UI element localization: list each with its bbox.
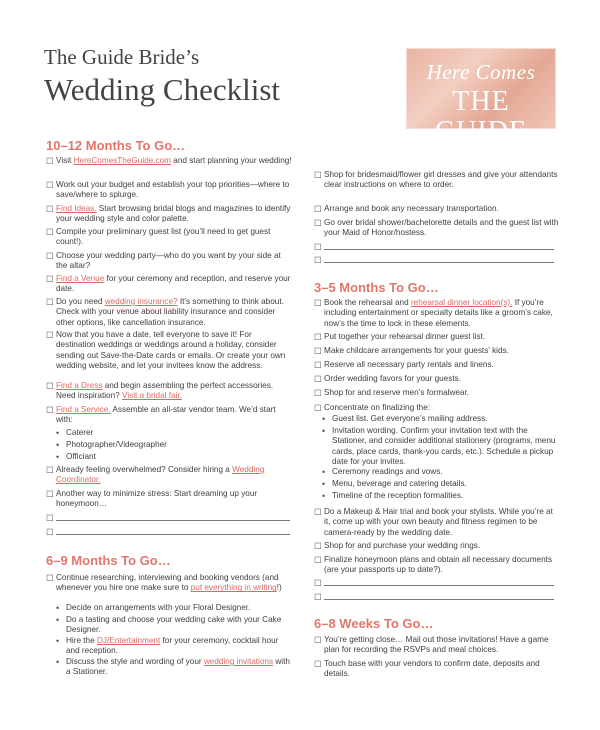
logo-script-text: Here Comes xyxy=(426,60,536,84)
sub-item-text: Invitation wording. Confirm your invitation text with the Stationer, and consider additional stationery (programs, menu cards, place cards, thank-you cards, etc.). Schedule a pickup date for your invites. xyxy=(332,426,556,466)
checkbox-icon[interactable]: ☐ xyxy=(314,388,322,398)
sub-item-text: Decide on arrangements with your Floral Designer. xyxy=(66,603,251,612)
blank-checklist-item[interactable] xyxy=(314,578,554,588)
checklist-item[interactable] xyxy=(314,635,560,656)
sub-item-text: Guest list. Get everyone’s mailing address. xyxy=(332,414,488,423)
checkbox-icon[interactable]: ☐ xyxy=(314,332,322,342)
checklist-item[interactable] xyxy=(46,156,292,166)
sub-item-text: Ceremony readings and vows. xyxy=(332,467,443,476)
checkbox-icon[interactable]: ☐ xyxy=(46,573,54,583)
checkbox-icon[interactable]: ☐ xyxy=(314,635,322,645)
checklist-item[interactable] xyxy=(314,360,560,370)
item-text: Do you need xyxy=(56,297,105,306)
sub-item-text: Caterer xyxy=(66,428,94,437)
item-text: It’s something to think about. Check with your venue about liability insurance and consider other options, like cancellation insurance. xyxy=(56,297,284,327)
bullet-icon: • xyxy=(56,603,60,613)
item-text: and start planning your wedding! xyxy=(171,156,292,165)
page-title-line1: The Guide Bride’s xyxy=(44,45,200,69)
link-find-ideas[interactable]: Find Ideas. xyxy=(56,204,97,213)
sub-item xyxy=(56,440,286,450)
item-text: Work out your budget and establish your top priorities—where to save/where to splurge. xyxy=(56,180,290,200)
sub-item-text: Officiant xyxy=(66,452,96,461)
link-find-dress[interactable]: Find a Dress xyxy=(56,381,103,390)
checkbox-icon[interactable]: ☐ xyxy=(314,255,322,265)
checkbox-icon[interactable]: ☐ xyxy=(46,297,54,307)
link-wedding-coordinator[interactable]: Wedding Coordinator. xyxy=(56,465,265,485)
checkbox-icon[interactable]: ☐ xyxy=(46,180,54,190)
item-text: Shop for bridesmaid/flower girl dresses and give your attendants clear instructions on where to order. xyxy=(324,170,558,190)
blank-checklist-item[interactable] xyxy=(314,255,554,265)
bullet-icon: • xyxy=(322,426,326,436)
item-text: Visit xyxy=(56,156,74,165)
checkbox-icon[interactable]: ☐ xyxy=(46,527,54,537)
item-text: Concentrate on finalizing the: xyxy=(324,403,431,412)
item-text: Shop for and reserve men’s formalwear. xyxy=(324,388,470,397)
bullet-icon: • xyxy=(56,636,60,646)
checklist-item[interactable] xyxy=(46,204,292,225)
item-text: Order wedding favors for your guests. xyxy=(324,374,461,383)
blank-line[interactable] xyxy=(324,242,554,250)
checkbox-icon[interactable]: ☐ xyxy=(46,330,54,340)
checklist-item[interactable] xyxy=(314,374,560,384)
bullet-icon: • xyxy=(56,615,60,625)
sub-item xyxy=(322,467,558,477)
checkbox-icon[interactable]: ☐ xyxy=(46,251,54,261)
blank-line[interactable] xyxy=(324,578,554,586)
checklist-item[interactable] xyxy=(46,489,292,510)
checklist-item[interactable] xyxy=(314,403,560,413)
link-wedding-invitations[interactable]: wedding invitations xyxy=(203,657,274,666)
blank-checklist-item[interactable] xyxy=(46,527,290,537)
checklist-item[interactable] xyxy=(46,227,292,248)
checkbox-icon[interactable]: ☐ xyxy=(314,170,322,180)
item-text: Go over bridal shower/bachelorette details and the guest list with your Maid of Honor/hostess. xyxy=(324,218,559,238)
checklist-item[interactable] xyxy=(46,405,292,426)
checkbox-icon[interactable]: ☐ xyxy=(314,374,322,384)
sub-item xyxy=(56,615,292,636)
sub-item-text: with a Stationer. xyxy=(66,657,290,677)
blank-line[interactable] xyxy=(324,255,554,263)
item-text: Choose your wedding party—who do you want by your side at the altar? xyxy=(56,251,281,271)
sub-item xyxy=(56,603,292,613)
sub-item-text: Hire the xyxy=(66,636,97,645)
checkbox-icon[interactable]: ☐ xyxy=(314,218,322,228)
item-text: for your ceremony and reception, and reserve your date. xyxy=(56,274,291,294)
bullet-icon: • xyxy=(56,440,60,450)
blank-line[interactable] xyxy=(324,592,554,600)
sub-item xyxy=(56,428,286,438)
link-bridal-fair[interactable]: Visit a bridal fair. xyxy=(122,391,182,401)
checklist-item[interactable] xyxy=(314,388,560,398)
bullet-icon: • xyxy=(322,467,326,477)
title-block xyxy=(44,44,280,108)
checkbox-icon[interactable]: ☐ xyxy=(314,298,322,308)
item-text: !) xyxy=(276,583,282,593)
checkbox-icon[interactable]: ☐ xyxy=(46,204,54,214)
sub-item xyxy=(56,657,292,678)
item-text: Arrange and book any necessary transportation. xyxy=(324,204,499,213)
blank-checklist-item[interactable] xyxy=(46,513,290,523)
item-text: Make childcare arrangements for your guests’ kids. xyxy=(324,346,509,355)
checkbox-icon[interactable]: ☐ xyxy=(46,405,54,415)
item-text: Already feeling overwhelmed? Consider hiring a xyxy=(56,465,233,474)
sub-item xyxy=(322,491,558,501)
checkbox-icon[interactable]: ☐ xyxy=(46,227,54,237)
checkbox-icon[interactable]: ☐ xyxy=(314,578,322,588)
checklist-item[interactable] xyxy=(314,218,560,239)
section-heading-10-12-months: 10–12 Months To Go… xyxy=(46,138,186,153)
item-text: If you’re including entertainment or specialty details like a groom’s cake, now’s the time to lock in these elements. xyxy=(324,298,553,328)
link-rehearsal-dinner-location[interactable]: rehearsal dinner location(s). xyxy=(410,298,513,307)
item-text: Now that you have a date, tell everyone to save it! For destination weddings or weddings around a holiday, consider sending out Save-the-Date cards or emails. Or create your own wedding website, and let your invitees know the address. xyxy=(56,330,286,370)
checklist-item[interactable] xyxy=(46,274,292,295)
link-find-service[interactable]: Find a Service. xyxy=(56,405,111,414)
link-wedding-insurance[interactable]: wedding insurance? xyxy=(104,297,178,306)
checkbox-icon[interactable]: ☐ xyxy=(314,242,322,252)
checklist-item[interactable] xyxy=(46,573,292,594)
checkbox-icon[interactable]: ☐ xyxy=(46,274,54,284)
section-heading-6-8-weeks: 6–8 Weeks To Go… xyxy=(314,616,434,631)
checklist-item[interactable] xyxy=(314,204,560,214)
checkbox-icon[interactable]: ☐ xyxy=(46,465,54,475)
checklist-item[interactable] xyxy=(46,297,292,328)
checkbox-icon[interactable]: ☐ xyxy=(314,346,322,356)
logo-main-text: THE GUIDE xyxy=(434,86,528,147)
sub-item xyxy=(56,452,286,462)
checklist-item[interactable] xyxy=(314,507,560,538)
bullet-icon: • xyxy=(56,452,60,462)
checkbox-icon[interactable]: ☐ xyxy=(46,489,54,499)
sub-item-text: Do a tasting and choose your wedding cake with your Cake Designer. xyxy=(66,615,282,635)
link-find-venue[interactable]: Find a Venue xyxy=(56,274,105,283)
item-text: Do a Makeup & Hair trial and book your stylists. While you’re at it, come up with your own beauty and fitness regimen to be camera-ready by the wedding date. xyxy=(324,507,553,537)
sub-item-text: Discuss the style and wording of your xyxy=(66,657,204,666)
bullet-icon: • xyxy=(56,657,60,667)
sub-item-text: Photographer/Videographer xyxy=(66,440,167,449)
checklist-item[interactable] xyxy=(314,332,560,342)
item-text: Finalize honeymoon plans and obtain all necessary documents (are your passports up to date?). xyxy=(324,555,553,575)
blank-checklist-item[interactable] xyxy=(314,242,554,252)
link-put-in-writing[interactable]: put everything in writing xyxy=(190,583,277,593)
checklist-item[interactable] xyxy=(314,555,560,576)
item-text: Reserve all necessary party rentals and linens. xyxy=(324,360,494,369)
checklist-item[interactable] xyxy=(314,659,560,680)
item-text: Book the rehearsal and xyxy=(324,298,411,307)
sub-item xyxy=(322,479,558,489)
blank-checklist-item[interactable] xyxy=(314,592,554,602)
section-heading-6-9-months: 6–9 Months To Go… xyxy=(46,553,171,568)
item-text: Touch base with your vendors to confirm date, deposits and details. xyxy=(324,659,540,679)
item-text: Assemble an all-star vendor team. We’d start with: xyxy=(56,405,276,425)
brand-logo xyxy=(406,48,556,147)
bullet-icon: • xyxy=(56,428,60,438)
sub-item xyxy=(56,636,292,657)
link-herecomestheguide[interactable]: HereComesTheGuide.com xyxy=(73,156,171,165)
blank-line[interactable] xyxy=(56,527,290,535)
checkbox-icon[interactable]: ☐ xyxy=(314,592,322,602)
item-text: Compile your preliminary guest list (you’ll need to get guest count!). xyxy=(56,227,271,247)
checklist-item[interactable] xyxy=(46,381,292,402)
item-text: Another way to minimize stress: Start dreaming up your honeymoon… xyxy=(56,489,258,509)
link-dj-entertainment[interactable]: DJ/Entertainment xyxy=(96,636,161,645)
checklist-item[interactable] xyxy=(46,251,292,272)
sub-item-text: for your ceremony, cocktail hour and reception. xyxy=(66,636,279,656)
checkbox-icon[interactable]: ☐ xyxy=(46,156,54,166)
checklist-item[interactable] xyxy=(46,465,292,486)
checkbox-icon[interactable]: ☐ xyxy=(314,204,322,214)
checkbox-icon[interactable]: ☐ xyxy=(46,381,54,391)
checkbox-icon[interactable]: ☐ xyxy=(314,555,322,565)
bullet-icon: • xyxy=(322,491,326,501)
item-text: and begin assembling the perfect accessories. Need inspiration? xyxy=(56,381,274,401)
item-text: You’re getting close… Mail out those invitations! Have a game plan for recording the RSVPs and meal choices. xyxy=(324,635,549,655)
item-text: Continue researching, interviewing and booking vendors (and whenever you hire one make sure to xyxy=(56,573,279,593)
checkbox-icon[interactable]: ☐ xyxy=(46,513,54,523)
item-text: Start browsing bridal blogs and magazines to identify your wedding style and color palette. xyxy=(56,204,291,224)
sub-item xyxy=(322,414,558,424)
checkbox-icon[interactable]: ☐ xyxy=(314,360,322,370)
sub-item-text: Timeline of the reception formalities. xyxy=(332,491,464,500)
blank-line[interactable] xyxy=(56,513,290,521)
item-text: Put together your rehearsal dinner guest list. xyxy=(324,332,486,341)
checkbox-icon[interactable]: ☐ xyxy=(314,403,322,413)
checklist-item[interactable] xyxy=(46,330,292,371)
sub-item-text: Menu, beverage and catering details. xyxy=(332,479,467,488)
checklist-item[interactable] xyxy=(314,298,560,329)
page-title: Wedding Checklist xyxy=(44,72,280,107)
bullet-icon: • xyxy=(322,479,326,489)
checkbox-icon[interactable]: ☐ xyxy=(314,659,322,669)
checklist-item[interactable] xyxy=(314,541,560,551)
checklist-item[interactable] xyxy=(314,346,560,356)
section-heading-3-5-months: 3–5 Months To Go… xyxy=(314,280,439,295)
bullet-icon: • xyxy=(322,414,326,424)
checkbox-icon[interactable]: ☐ xyxy=(314,541,322,551)
item-text: Shop for and purchase your wedding rings. xyxy=(324,541,481,550)
checkbox-icon[interactable]: ☐ xyxy=(314,507,322,517)
checklist-item[interactable] xyxy=(46,180,292,201)
sub-item xyxy=(322,426,558,467)
checklist-item[interactable] xyxy=(314,170,560,191)
